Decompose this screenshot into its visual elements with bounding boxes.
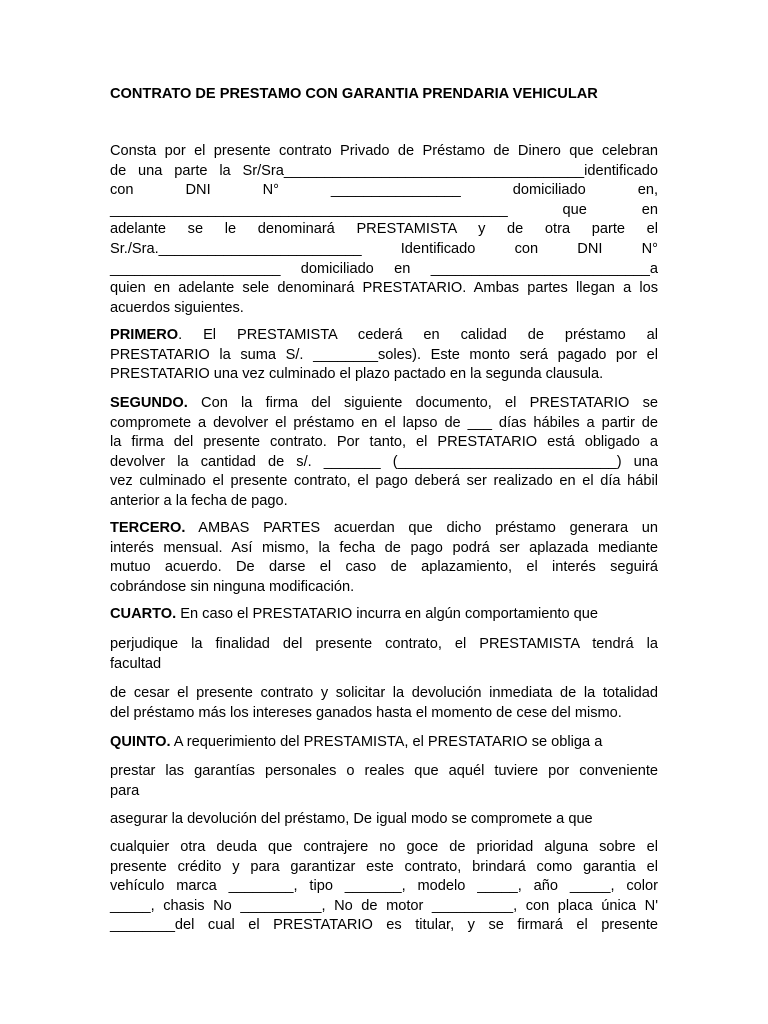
text-line: cobrándose sin ninguna modificación. <box>110 578 355 595</box>
clause-cuarto-continued <box>110 684 658 723</box>
text-line: interés mensual. Así mismo, la fecha de pago podrá ser aplazada mediante <box>110 539 658 556</box>
text-line: para <box>110 782 140 799</box>
text-line: adelante se le denominará PRESTAMISTA y de otra parte el <box>110 221 658 238</box>
clause-quinto <box>110 733 658 753</box>
text-line: perjudique la finalidad del presente contrato, el PRESTAMISTA tendrá la <box>110 636 658 652</box>
clause-primero <box>110 326 658 385</box>
text-line: _____, chasis No __________, No de motor __________, con placa única N' <box>110 897 658 914</box>
clause-label: PRIMERO <box>110 327 179 343</box>
clause-segundo <box>110 394 658 512</box>
text-line: presente crédito y para garantizar este contrato, brindará como garantia el <box>110 858 658 875</box>
clause-first-line <box>110 394 658 414</box>
text-line: cualquier otra deuda que contrajere no goce de prioridad alguna sobre el <box>110 839 658 855</box>
intro-paragraph <box>110 142 658 318</box>
text-line: PRESTATARIO una vez culminado el plazo pactado en la segunda clausula. <box>110 366 604 383</box>
clause-first-line <box>110 519 658 539</box>
clause-label: TERCERO. <box>110 520 186 536</box>
text-line: Consta por el presente contrato Privado de Préstamo de Dinero que celebran <box>110 143 658 159</box>
clause-cuarto <box>110 605 658 625</box>
clause-label: SEGUNDO. <box>110 395 188 411</box>
text-line: ________del cual el PRESTATARIO es titular, y se firmará el presente <box>110 917 658 934</box>
clause-text: Con la firma del siguiente documento, el PRESTATARIO se <box>187 395 658 411</box>
clause-label: QUINTO. <box>110 734 171 750</box>
text-line: anterior a la fecha de pago. <box>110 492 288 509</box>
clause-text: . El PRESTAMISTA cederá en calidad de préstamo al <box>178 327 658 343</box>
text-line: prestar las garantías personales o reales que aquél tuviere por conveniente <box>110 763 658 779</box>
clause-cuarto-continued <box>110 635 658 674</box>
clause-quinto-continued <box>110 810 658 830</box>
clause-label: CUARTO. <box>110 606 177 622</box>
text-line: vez culminado el presente contrato, el pago deberá ser realizado en el día hábil <box>110 473 658 490</box>
clause-text: AMBAS PARTES acuerdan que dicho préstamo generara un <box>185 520 658 536</box>
text-line: con DNI N° ________________ domiciliado en, <box>110 182 658 199</box>
text-line: _________________________________________________ que en <box>110 201 658 218</box>
text-line: de una parte la Sr/Sra_____________________________________identificado <box>110 162 658 179</box>
clause-quinto-continued <box>110 838 658 936</box>
text-line: quien en adelante sele denominará PRESTATARIO. Ambas partes llegan a los <box>110 280 658 297</box>
text-line: acuerdos siguientes. <box>110 299 244 316</box>
text-line: asegurar la devolución del préstamo, De igual modo se compromete a que <box>110 811 593 827</box>
text-line: devolver la cantidad de s/. _______ (___________________________) una <box>110 453 658 470</box>
clause-first-line <box>110 733 658 753</box>
clause-tercero <box>110 519 658 597</box>
text-line: la firma del presente contrato. Por tanto, el PRESTATARIO está obligado a <box>110 434 658 451</box>
text-line: PRESTATARIO la suma S/. ________soles). Este monto será pagado por el <box>110 346 658 363</box>
clause-first-line <box>110 605 658 625</box>
text-line: Sr./Sra._________________________ Identificado con DNI N° <box>110 240 658 257</box>
text-line: vehículo marca ________, tipo _______, modelo _____, año _____, color <box>110 878 658 895</box>
text-line: compromete a devolver el préstamo en el lapso de ___ días hábiles a partir de <box>110 414 658 431</box>
document-title: CONTRATO DE PRESTAMO CON GARANTIA PRENDARIA VEHICULAR <box>110 86 598 102</box>
text-line: _____________________ domiciliado en ___________________________a <box>110 260 658 277</box>
clause-quinto-continued <box>110 762 658 801</box>
text-line: mutuo acuerdo. De darse el caso de aplazamiento, el interés seguirá <box>110 559 658 576</box>
text-line: del préstamo más los intereses ganados hasta el momento de cese del mismo. <box>110 704 622 721</box>
text-line: de cesar el presente contrato y solicitar la devolución inmediata de la totalidad <box>110 685 658 701</box>
clause-text: A requerimiento del PRESTAMISTA, el PRESTATARIO se obliga a <box>170 734 603 750</box>
clause-first-line <box>110 326 658 346</box>
text-line: facultad <box>110 655 162 672</box>
clause-text: En caso el PRESTATARIO incurra en algún comportamiento que <box>176 606 599 622</box>
